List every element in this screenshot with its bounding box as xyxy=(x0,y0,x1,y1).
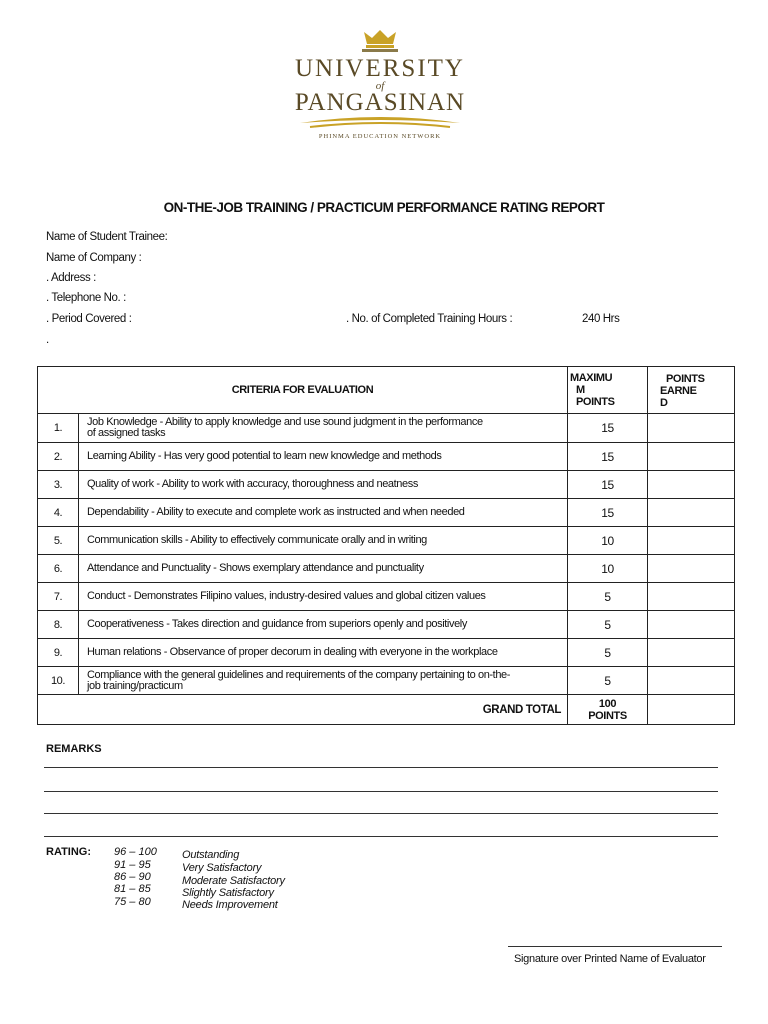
criteria-points-earned-field[interactable] xyxy=(648,667,735,695)
student-name-label: Name of Student Trainee: xyxy=(46,231,168,243)
criteria-description: Learning Ability - Has very good potential to learn new knowledge and methods xyxy=(79,443,568,471)
criteria-number: 7. xyxy=(38,583,79,611)
criteria-description: Job Knowledge - Ability to apply knowledge and use sound judgment in the performance of assigned tasks xyxy=(79,414,568,443)
remarks-line-1[interactable] xyxy=(44,767,718,768)
criteria-points-earned-field[interactable] xyxy=(648,414,735,443)
rating-label: RATING: xyxy=(46,846,92,858)
criteria-points-earned-field[interactable] xyxy=(648,443,735,471)
criteria-number: 4. xyxy=(38,499,79,527)
criteria-max-points: 10 xyxy=(568,555,648,583)
points-earned-header xyxy=(648,367,735,414)
criteria-max-points: 5 xyxy=(568,611,648,639)
telephone-label: . Telephone No. : xyxy=(46,292,126,304)
rating-range: 91 – 95 xyxy=(114,859,151,871)
rating-range: 75 – 80 xyxy=(114,896,151,908)
max-header-line1: MAXIMU xyxy=(570,372,613,384)
criteria-description: Human relations - Observance of proper decorum in dealing with everyone in the workplace xyxy=(79,639,568,667)
criteria-max-points: 15 xyxy=(568,443,648,471)
criteria-max-points: 5 xyxy=(568,667,648,695)
criteria-header: CRITERIA FOR EVALUATION xyxy=(38,367,568,414)
page-title: ON-THE-JOB TRAINING / PRACTICUM PERFORMANCE RATING REPORT xyxy=(163,200,605,215)
logo-of: of xyxy=(375,80,385,92)
criteria-points-earned-field[interactable] xyxy=(648,583,735,611)
criteria-row xyxy=(38,499,735,527)
criteria-max-points: 5 xyxy=(568,583,648,611)
criteria-row xyxy=(38,527,735,555)
criteria-number: 5. xyxy=(38,527,79,555)
rating-level: Slightly Satisfactory xyxy=(182,887,274,899)
remarks-label: REMARKS xyxy=(46,743,102,755)
remarks-line-2[interactable] xyxy=(44,791,718,792)
criteria-row xyxy=(38,667,735,695)
criteria-row xyxy=(38,639,735,667)
criteria-description: Compliance with the general guidelines and requirements of the company pertaining to on-the- job training/practicum xyxy=(79,667,568,695)
signature-caption: Signature over Printed Name of Evaluator xyxy=(514,953,706,965)
logo-network: PHINMA EDUCATION NETWORK xyxy=(318,133,442,140)
earned-header-line2: EARNE xyxy=(660,385,697,397)
criteria-row xyxy=(38,471,735,499)
criteria-max-points: 10 xyxy=(568,527,648,555)
criteria-description: Dependability - Ability to execute and complete work as instructed and when needed xyxy=(79,499,568,527)
rating-range: 86 – 90 xyxy=(114,871,151,883)
criteria-points-earned-field[interactable] xyxy=(648,639,735,667)
period-covered-label: . Period Covered : xyxy=(46,313,132,325)
criteria-description: Cooperativeness - Takes direction and guidance from superiors openly and positively xyxy=(79,611,568,639)
criteria-description: Quality of work - Ability to work with accuracy, thoroughness and neatness xyxy=(79,471,568,499)
criteria-number: 2. xyxy=(38,443,79,471)
max-header-line3: POINTS xyxy=(576,396,615,408)
logo-pangasinan: PANGASINAN xyxy=(294,89,466,116)
info-dot: . xyxy=(46,334,49,346)
criteria-points-earned-field[interactable] xyxy=(648,471,735,499)
logo-university: UNIVERSITY xyxy=(295,55,465,82)
criteria-row xyxy=(38,555,735,583)
criteria-row xyxy=(38,414,735,443)
criteria-row xyxy=(38,583,735,611)
rating-level: Outstanding xyxy=(182,849,240,861)
criteria-description: Attendance and Punctuality - Shows exemplary attendance and punctuality xyxy=(79,555,568,583)
earned-header-line1: POINTS xyxy=(666,373,705,385)
criteria-max-points: 15 xyxy=(568,471,648,499)
rating-level: Needs Improvement xyxy=(182,899,278,911)
grand-max-line1: 100 xyxy=(598,697,617,710)
company-name-label: Name of Company : xyxy=(46,252,142,264)
signature-line[interactable] xyxy=(508,946,722,947)
rating-range: 96 – 100 xyxy=(114,846,157,858)
earned-header-line3: D xyxy=(660,397,668,409)
criteria-number: 9. xyxy=(38,639,79,667)
criteria-max-points: 15 xyxy=(568,499,648,527)
criteria-number: 3. xyxy=(38,471,79,499)
max-header-line2: M xyxy=(576,384,585,396)
criteria-max-points: 5 xyxy=(568,639,648,667)
criteria-points-earned-field[interactable] xyxy=(648,611,735,639)
crest-icon xyxy=(358,28,402,54)
rating-level: Moderate Satisfactory xyxy=(182,875,285,887)
criteria-points-earned-field[interactable] xyxy=(648,527,735,555)
criteria-points-earned-field[interactable] xyxy=(648,499,735,527)
criteria-description: Communication skills - Ability to effectively communicate orally and in writing xyxy=(79,527,568,555)
criteria-description: Conduct - Demonstrates Filipino values, industry-desired values and global citizen values xyxy=(79,583,568,611)
grand-total-max xyxy=(568,695,648,725)
criteria-number: 8. xyxy=(38,611,79,639)
university-logo xyxy=(280,28,480,158)
training-hours-label: . No. of Completed Training Hours : xyxy=(346,313,513,325)
remarks-line-4[interactable] xyxy=(44,836,718,837)
grand-max-line2: POINTS xyxy=(588,709,627,722)
grand-total-label: GRAND TOTAL xyxy=(38,695,568,725)
rating-level: Very Satisfactory xyxy=(182,862,262,874)
max-points-header xyxy=(568,367,648,414)
criteria-max-points: 15 xyxy=(568,414,648,443)
criteria-points-earned-field[interactable] xyxy=(648,555,735,583)
remarks-line-3[interactable] xyxy=(44,813,718,814)
criteria-number: 1. xyxy=(38,414,79,443)
address-label: . Address : xyxy=(46,272,96,284)
training-hours-value: 240 Hrs xyxy=(582,313,620,325)
criteria-row xyxy=(38,443,735,471)
criteria-row xyxy=(38,611,735,639)
criteria-number: 6. xyxy=(38,555,79,583)
criteria-number: 10. xyxy=(38,667,79,695)
grand-total-earned-field[interactable] xyxy=(648,695,735,725)
criteria-table xyxy=(37,366,735,725)
rating-range: 81 – 85 xyxy=(114,883,151,895)
